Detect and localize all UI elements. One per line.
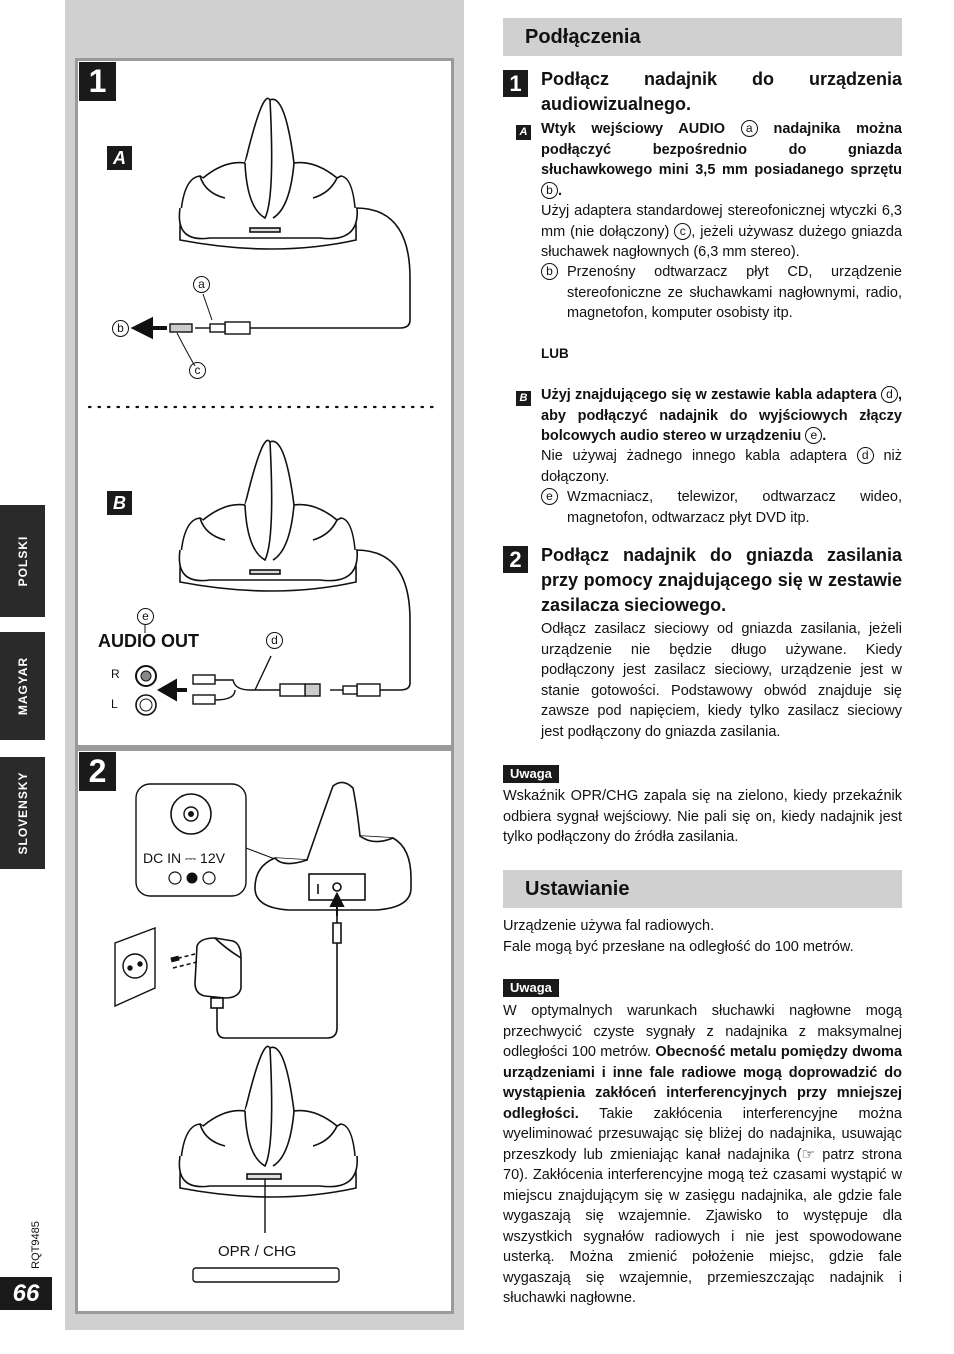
circ-b: b xyxy=(541,182,558,199)
step1-heading: Podłącz nadajnik do urządzenia audiowizualnego. xyxy=(541,69,902,114)
step1-a-bold: Wtyk wejściowy AUDIO a nadajnika można podłączyć bezpośrednio do gniazda słuchawkowego mini 3,5 mm posiadanego sprzętu b . xyxy=(541,121,902,199)
figure-illustration-step2 xyxy=(75,748,454,1314)
note-label-2: Uwaga xyxy=(503,979,559,997)
audio-out-label: AUDIO OUT xyxy=(98,631,199,651)
section-header-podlaczenia xyxy=(503,18,902,56)
circ-d2: d xyxy=(857,447,874,464)
ac-adapter-illustration xyxy=(171,938,241,1008)
intro-line-2: Fale mogą być przesłane na odległość do 100 metrów. xyxy=(503,938,854,955)
transmitter-side-illustration xyxy=(255,782,411,910)
language-tab-label: POLSKI xyxy=(15,535,30,587)
label-d: d xyxy=(266,632,283,649)
transmitter-front-illustration xyxy=(179,1046,357,1197)
ustawianie-intro xyxy=(503,916,902,957)
figure-step2-badge: 2 xyxy=(79,752,116,791)
doc-code: RQT9485 xyxy=(30,1221,42,1269)
step2-badge: 2 xyxy=(503,546,528,573)
label-b: b xyxy=(112,320,129,337)
step2-heading: Podłącz nadajnik do gniazda zasilania przy pomocy znajdującego się w zestawie zasilacza sieciowego. xyxy=(541,545,902,615)
jack-l-label: L xyxy=(111,697,118,711)
plug-a xyxy=(170,322,250,334)
hand-pointer-icon: ☞ xyxy=(801,1145,816,1163)
wall-socket-illustration xyxy=(115,928,155,1006)
step1-b-bold: Użyj znajdującego się w zestawie kabla adaptera d , aby podłączyć nadajnik do wyjściowych złączy bolcowych audio stereo w urządzeniu e . xyxy=(541,387,903,444)
language-tab-slovensky xyxy=(0,757,45,869)
dc-in-label: DC IN ⎓ 12V xyxy=(143,850,225,866)
cable-b xyxy=(356,550,410,690)
section-title: Ustawianie xyxy=(525,878,630,900)
step1-b-text: Nie używaj żadnego innego kabla adaptera d niż dołączony. xyxy=(541,448,903,485)
note-label-1: Uwaga xyxy=(503,765,559,783)
note-text-2: W optymalnych warunkach słuchawki nagłowne mogą przechwycić czyste sygnały z nadajnika z maksymalnej odległości 100 metrów. Obecność metalu pomiędzy dwoma urządzeniami i inne fale radiowe mogą doprowadzić do wystąpienia zakłóceń interferencyjnych przy mniejszej odległości. Takie zakłócenia interferencyjne można wyeliminować przesuwając się bliżej do nadajnika, usuwając przeszkody lub zmieniając kanał nadajnika (☞ patrz strona 70). Zakłócenia interferencyjne mogą też czasami wystąpić w miejscu znajdującym się w zasięgu nadajnika, ale gdzie fale wygaszają się wzajemnie. Zjawisko to występuje dla wszystkich sygnałów radiowych i nie jest spowodowane usterką. Można zmienić położenie miejsc, gdzie fale wygaszają się wzajemnie, przemieszczając nadajnik i słuchawki nagłowne. xyxy=(503,1003,903,1306)
section-header-ustawianie xyxy=(503,870,902,908)
transmitter-b-illustration xyxy=(179,440,357,591)
step1-b-note: Przenośny odtwarzacz płyt CD, urządzenie stereofoniczne ze słuchawkami nagłownymi, radio, magnetofon, komputer osobisty itp. xyxy=(567,264,902,321)
note-text-1: Wskaźnik OPR/CHG zapala się na zielono, kiedy przekaźnik odbiera sygnał wejściowy. Nie pali się on, kiedy nadajnik jest tylko podłączony do źródła zasilania. xyxy=(503,788,902,845)
marker-a: A xyxy=(516,122,531,140)
note-b-marker: b xyxy=(541,263,558,281)
circ-a: a xyxy=(741,120,758,137)
figure-sub-a-badge: A xyxy=(107,146,132,170)
leader-a xyxy=(203,294,212,320)
adapter-cable-d xyxy=(193,656,380,704)
figure-sub-b-badge: B xyxy=(107,491,132,515)
page-number: 66 xyxy=(0,1277,52,1310)
marker-b: B xyxy=(516,388,531,406)
circ-c: c xyxy=(674,223,691,240)
label-c: c xyxy=(189,362,206,379)
step2-text: Odłącz zasilacz sieciowy od gniazda zasilania, jeżeli urządzenie nie będzie długo używane. Kiedy podłączony jest zasilacz sieciowy, urządzenie jest w stanie gotowości. Podstawowy obwód znajduje się zawsze pod napięciem, kiedy tylko zasilacz sieciowy jest podłączony do gniazda zasilania. xyxy=(541,621,902,740)
step1-badge: 1 xyxy=(503,70,528,97)
section-title: Podłączenia xyxy=(525,26,641,48)
language-tab-polski xyxy=(0,505,45,617)
lub-label: LUB xyxy=(541,346,569,361)
audio-out-jacks xyxy=(136,666,156,715)
language-tab-label: SLOVENSKY xyxy=(15,771,30,855)
note-e-marker: e xyxy=(541,488,558,506)
opr-chg-label: OPR / CHG xyxy=(218,1243,297,1260)
figure-step1-badge: 1 xyxy=(79,62,116,101)
indicator-bar xyxy=(193,1268,339,1282)
intro-line-1: Urządzenie używa fal radiowych. xyxy=(503,918,715,934)
language-tab-magyar xyxy=(0,632,45,740)
circ-d: d xyxy=(881,386,898,403)
label-a: a xyxy=(193,276,210,293)
arrow-e xyxy=(161,682,187,698)
jack-r-label: R xyxy=(111,667,120,681)
step1-a-text: Użyj adaptera standardowej stereofonicznej wtyczki 6,3 mm (nie dołączony) c , jeżeli używasz dużego gniazda słuchawek nagłownych (6,3 mm stereo). xyxy=(541,203,903,260)
arrow-b xyxy=(135,320,167,336)
circ-e: e xyxy=(805,427,822,444)
step1-e-note: Wzmacniacz, telewizor, odtwarzacz wideo, magnetofon, odtwarzacz płyt DVD itp. xyxy=(567,489,902,526)
transmitter-a-illustration xyxy=(179,98,357,249)
language-tab-label: MAGYAR xyxy=(15,656,30,716)
arrow-socket xyxy=(171,958,179,960)
label-e: e xyxy=(137,608,154,625)
